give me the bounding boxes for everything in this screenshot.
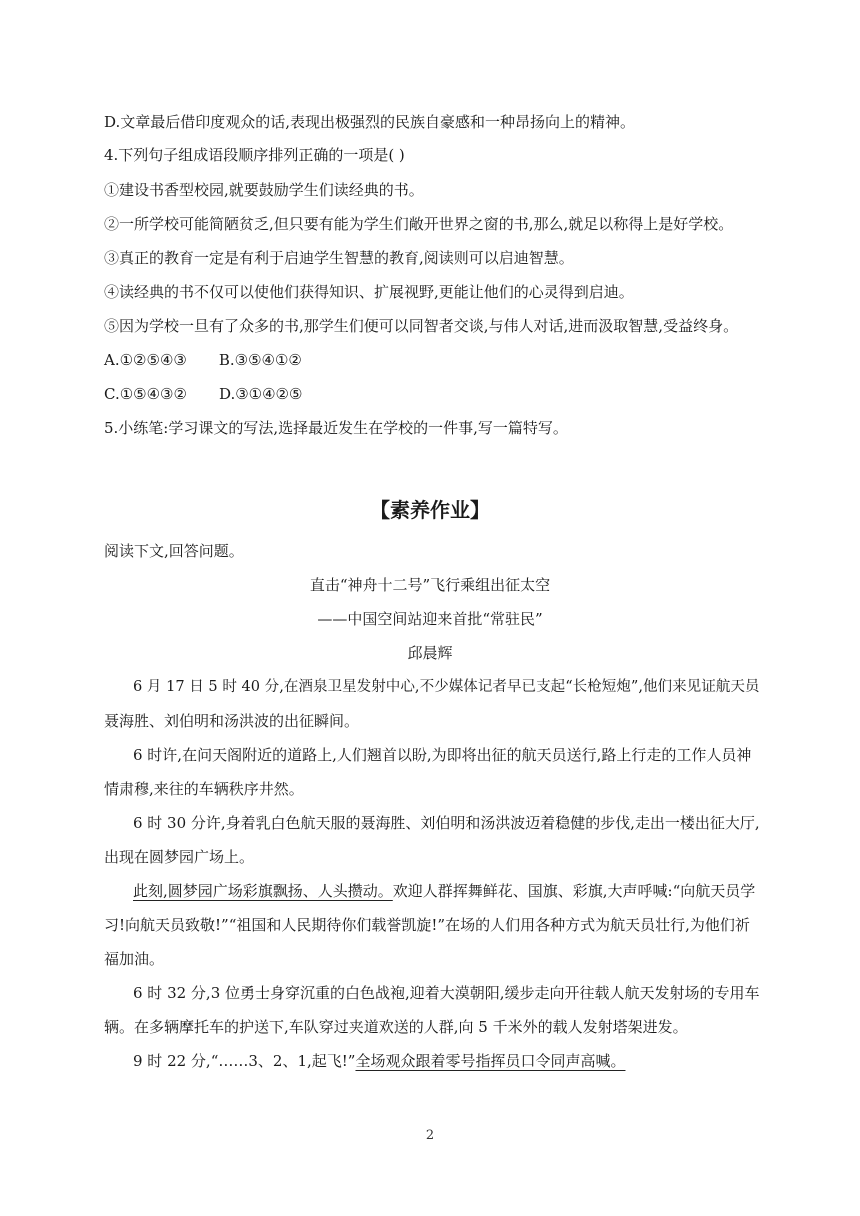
q3-option-d: D.文章最后借印度观众的话,表现出极强烈的民族自豪感和一种昂扬向上的精神。	[104, 113, 636, 131]
q4-sentence-3: ③真正的教育一定是有利于启迪学生智慧的教育,阅读则可以启迪智慧。	[104, 249, 574, 267]
paragraph-5-line-1: 6 时 32 分,3 位勇士身穿沉重的白色战袍,迎着大漠朝阳,缓步走向开往载人航天发射场的专用车	[133, 984, 760, 1002]
paragraph-4-line-2: 习!向航天员致敬!”“祖国和人民期待你们载誉凯旋!”在场的人们用各种方式为航天员壮行,为他们祈	[104, 916, 750, 934]
q4-sentence-5: ⑤因为学校一旦有了众多的书,那学生们便可以同智者交谈,与伟人对话,进而汲取智慧,受益终身。	[104, 317, 739, 335]
page-number: 2	[425, 1128, 435, 1143]
paragraph-2-line-1: 6 时许,在问天阁附近的道路上,人们翘首以盼,为即将出征的航天员送行,路上行走的工作人员神	[133, 746, 752, 764]
q4-option-d: D.③①④②⑤	[218, 385, 303, 403]
paragraph-1-line-2: 聂海胜、刘伯明和汤洪波的出征瞬间。	[104, 712, 360, 730]
paragraph-3-line-1: 6 时 30 分许,身着乳白色航天服的聂海胜、刘伯明和汤洪波迈着稳健的步伐,走出一楼出征大厅,	[133, 814, 760, 832]
q4-option-a: A.①②⑤④③	[104, 351, 187, 369]
paragraph-2-line-2: 情肃穆,来往的车辆秩序井然。	[104, 780, 304, 798]
q5-writing-task: 5.小练笔:学习课文的写法,选择最近发生在学校的一件事,写一篇特写。	[104, 419, 568, 437]
q4-option-c: C.①⑤④③②	[104, 385, 187, 403]
article-author: 邱晨辉	[407, 644, 453, 662]
paragraph-1-line-1: 6 月 17 日 5 时 40 分,在酒泉卫星发射中心,不少媒体记者早已支起“长枪短炮”,他们来见证航天员	[133, 678, 760, 695]
reading-instruction: 阅读下文,回答问题。	[104, 542, 244, 560]
paragraph-6-line-1	[133, 1051, 625, 1071]
q4-stem: 4.下列句子组成语段顺序排列正确的一项是( )	[104, 146, 405, 164]
paragraph-4-line-1	[133, 881, 755, 901]
q4-option-b: B.③⑤④①②	[218, 351, 302, 369]
section-heading: 【素养作业】	[370, 498, 490, 522]
paragraph-3-line-2: 出现在圆梦园广场上。	[104, 848, 255, 866]
paragraph-4-line-3: 福加油。	[104, 950, 165, 968]
underlined-sentence-1: 此刻,圆梦园广场彩旗飘扬、人头攒动。	[133, 882, 393, 900]
paragraph-5-line-2: 辆。在多辆摩托车的护送下,车队穿过夹道欢送的人群,向 5 千米外的载人发射塔架进发。	[104, 1018, 688, 1036]
q4-options-row-1	[104, 350, 302, 370]
article-subtitle: ——中国空间站迎来首批“常驻民”	[317, 610, 543, 628]
q4-sentence-1: ①建设书香型校园,就要鼓励学生们读经典的书。	[104, 181, 424, 199]
paragraph-6-prefix: 9 时 22 分,“……3、2、1,起飞!”	[133, 1052, 356, 1070]
q4-options-row-2	[104, 384, 302, 404]
article-title: 直击“神舟十二号”飞行乘组出征太空	[309, 576, 551, 594]
q4-sentence-4: ④读经典的书不仅可以使他们获得知识、扩展视野,更能让他们的心灵得到启迪。	[104, 283, 634, 301]
paragraph-4-line-1-rest: 欢迎人群挥舞鲜花、国旗、彩旗,大声呼喊:“向航天员学	[392, 882, 756, 900]
underlined-sentence-2: 全场观众跟着零号指挥员口令同声高喊。	[355, 1052, 626, 1070]
q4-sentence-2: ②一所学校可能简陋贫乏,但只要有能为学生们敞开世界之窗的书,那么,就足以称得上是好学校。	[104, 215, 734, 233]
